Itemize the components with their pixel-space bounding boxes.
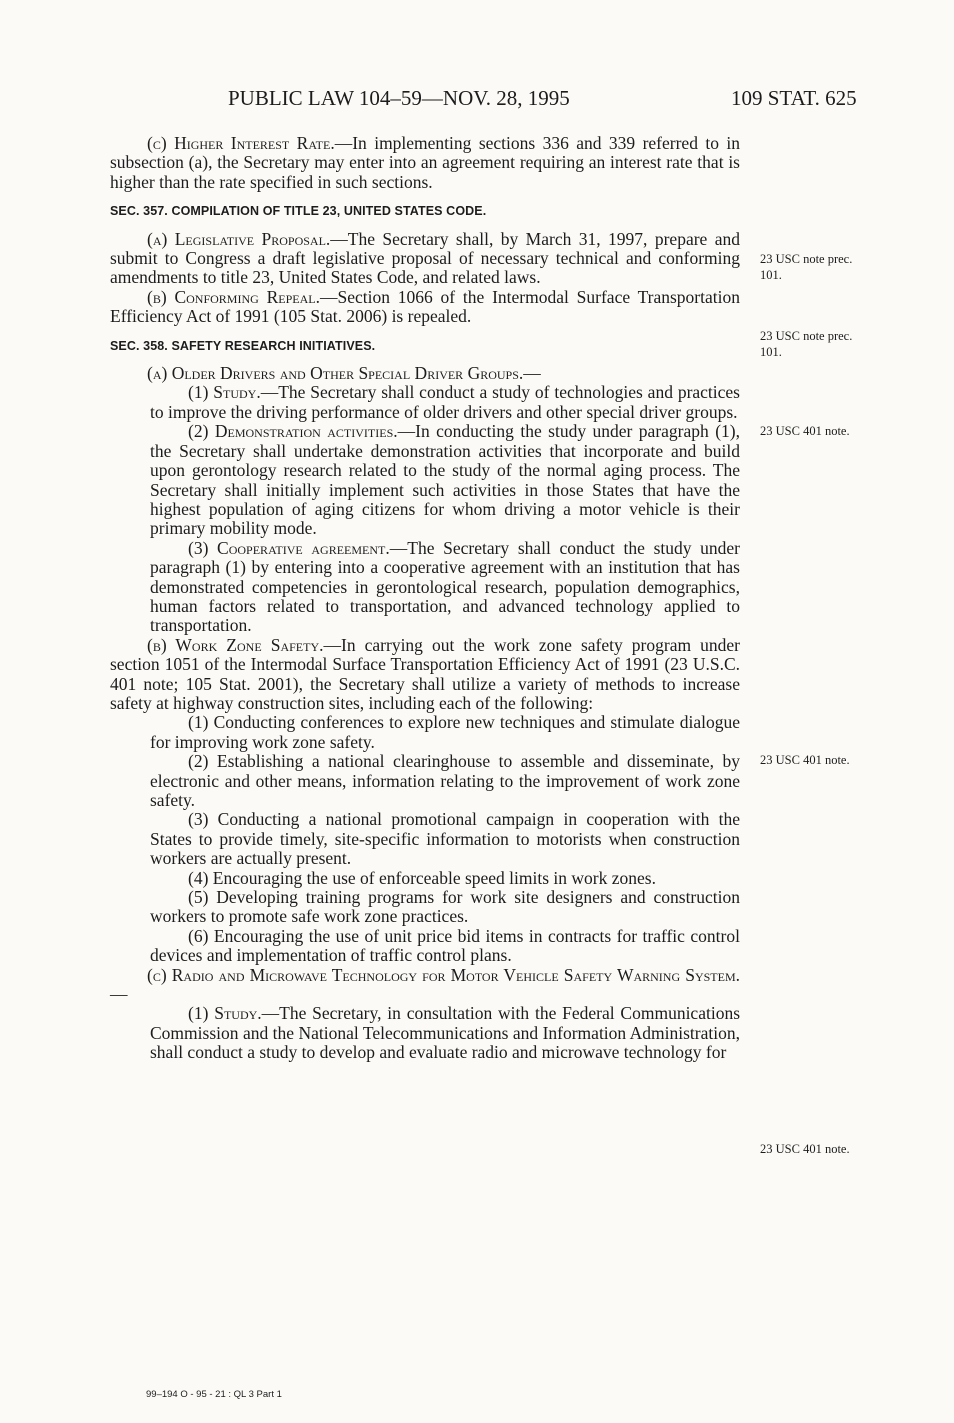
section-heading: SEC. 357. COMPILATION OF TITLE 23, UNITED STATES CODE. xyxy=(110,204,487,219)
statute-body xyxy=(110,134,740,1063)
paragraph: (3) Conducting a national promotional campaign in cooperation with the States to provide timely, site-specific information to motorists when construction workers are actually present. xyxy=(150,809,740,869)
margin-note: 23 USC 401 note. xyxy=(760,1142,850,1156)
margin-note: 23 USC note prec. 101. xyxy=(760,252,853,282)
margin-note: 23 USC note prec. 101. xyxy=(760,329,853,359)
running-header xyxy=(0,86,954,114)
paragraph: (1) Study.—The Secretary shall conduct a study of technologies and practices to improve the driving performance of older drivers and other special driver groups. xyxy=(150,382,740,422)
paragraph: (c) Radio and Microwave Technology for Motor Vehicle Safety Warning System.— xyxy=(110,964,740,1005)
paragraph: (3) Cooperative agreement.—The Secretary shall conduct the study under paragraph (1) by entering into a cooperative agreement with an institution that has demonstrated competencies in gerontological research, population demographics, human factors related to transportation, and advanced technology applied to transportation. xyxy=(150,537,741,636)
paragraph: (c) Higher Interest Rate.—In implementing sections 336 and 339 referred to in subsection (a), the Secretary may enter into an agreement requiring an interest rate that is higher than the rate specified in such sections. xyxy=(110,133,740,192)
stat-page-number: 109 STAT. 625 xyxy=(731,86,857,110)
margin-note: 23 USC 401 note. xyxy=(760,753,850,767)
paragraph: (2) Demonstration activities.—In conducting the study under paragraph (1), the Secretary shall undertake demonstration activities that incorporate and build upon gerontology research related to the study of the normal aging process. The Secretary shall initially implement such activities in those States that have the highest population of aging citizens for whom driving a motor vehicle is their primary mobility mode. xyxy=(150,421,740,539)
paragraph: (2) Establishing a national clearinghouse to assemble and disseminate, by electronic and other means, information relating to the improvement of work zone safety. xyxy=(150,751,740,810)
paragraph: (b) Work Zone Safety.—In carrying out the work zone safety program under section 1051 of the Intermodal Surface Transportation Efficiency Act of 1991 (23 U.S.C. 401 note; 105 Stat. 2001), the Secretary shall utilize a variety of methods to increase safety at highway construction sites, including each of the following: xyxy=(110,634,740,713)
section-heading: SEC. 358. SAFETY RESEARCH INITIATIVES. xyxy=(110,338,376,353)
paragraph: (1) Study.—The Secretary, in consultation with the Federal Communications Commission and the National Telecommunications and Information Administration, shall conduct a study to develop and evaluate radio and microwave technology for xyxy=(150,1003,741,1063)
paragraph: (a) Legislative Proposal.—The Secretary shall, by March 31, 1997, prepare and submit to Congress a draft legislative proposal of necessary technical and conforming amendments to title 23, United States Code, and related laws. xyxy=(110,228,740,288)
printer-footer: 99–194 O - 95 - 21 : QL 3 Part 1 xyxy=(146,1389,282,1400)
paragraph: (4) Encouraging the use of enforceable speed limits in work zones. xyxy=(188,867,656,888)
paragraph: (a) Older Drivers and Other Special Driver Groups.— xyxy=(147,363,541,384)
margin-note: 23 USC 401 note. xyxy=(760,424,850,438)
paragraph: (1) Conducting conferences to explore new techniques and stimulate dialogue for improving work zone safety. xyxy=(150,712,740,752)
paragraph: (6) Encouraging the use of unit price bid items in contracts for traffic control devices and implementation of traffic control plans. xyxy=(150,925,740,966)
running-title: PUBLIC LAW 104–59—NOV. 28, 1995 xyxy=(228,86,570,110)
paragraph: (5) Developing training programs for work site designers and construction workers to promote safe work zone practices. xyxy=(150,887,740,927)
paragraph: (b) Conforming Repeal.—Section 1066 of the Intermodal Surface Transportation Efficiency Act of 1991 (105 Stat. 2006) is repealed. xyxy=(110,286,740,327)
